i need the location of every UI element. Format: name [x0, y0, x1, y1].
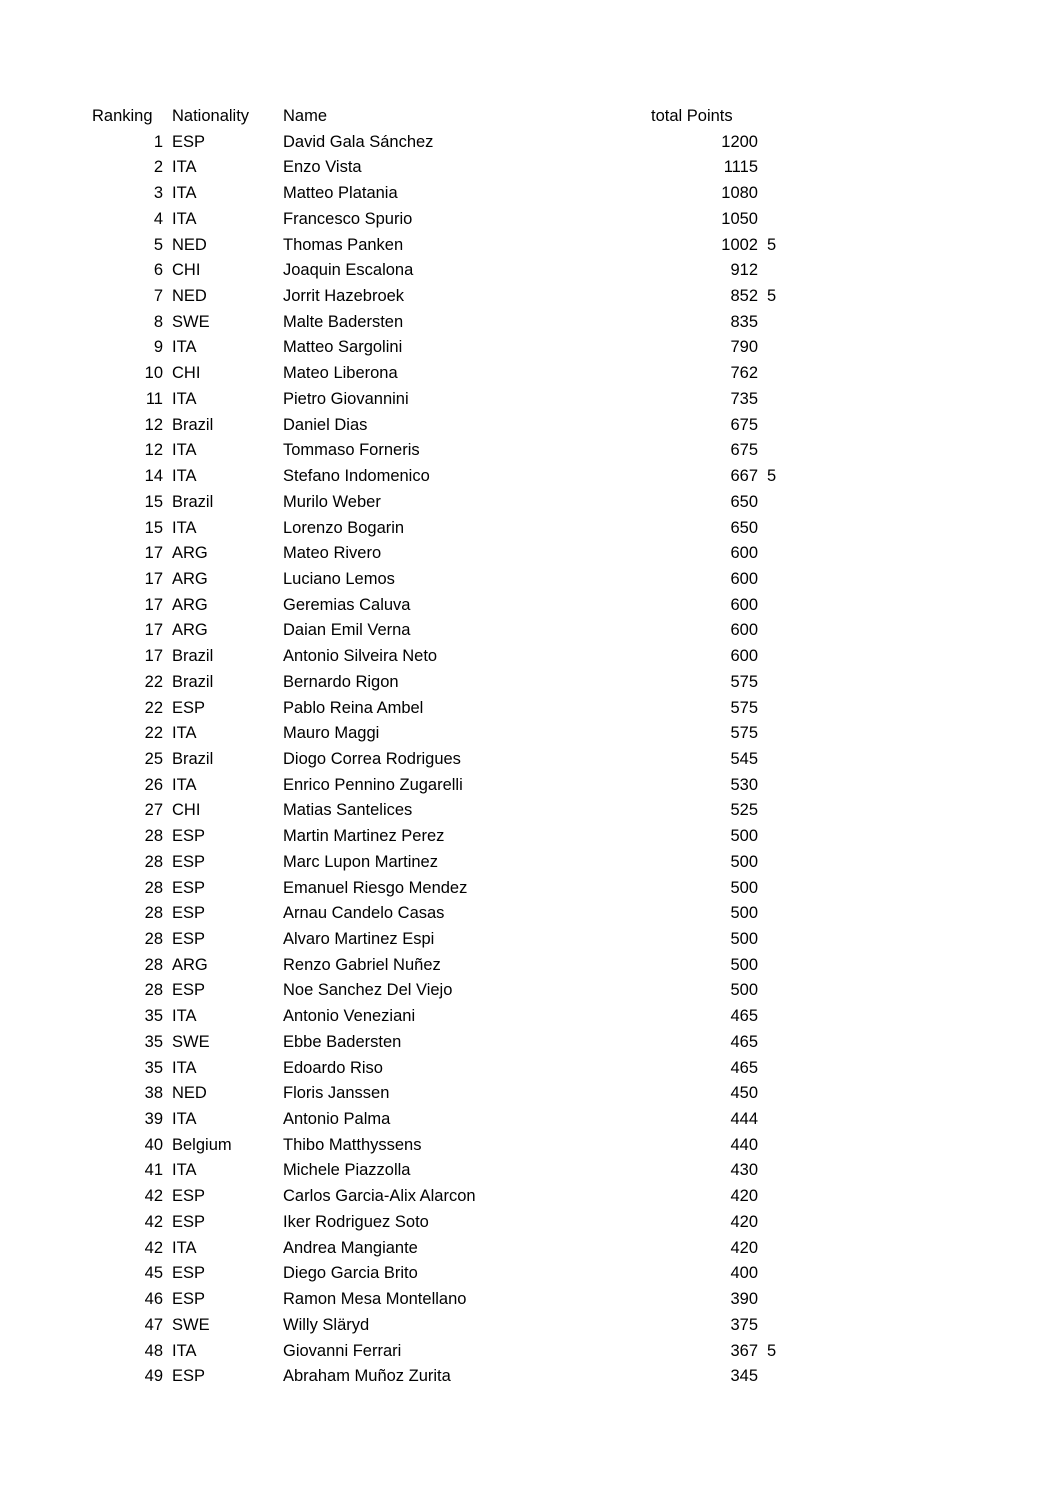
player-name-cell: David Gala Sánchez — [283, 132, 434, 151]
table-row — [0, 1004, 1058, 1030]
nationality-cell: Brazil — [172, 492, 214, 511]
table-row — [0, 953, 1058, 979]
rank-cell: 46 — [144, 1290, 163, 1309]
nationality-cell: ESP — [172, 827, 206, 846]
table-row — [0, 413, 1058, 439]
points-cell: 1200 — [721, 132, 758, 151]
rank-cell: 9 — [153, 338, 163, 357]
player-name-cell: Ramon Mesa Montellano — [283, 1290, 467, 1309]
rank-cell: 42 — [144, 1238, 163, 1257]
player-name-cell: Jorrit Hazebroek — [283, 287, 405, 306]
rank-cell: 7 — [153, 287, 163, 306]
rank-cell: 4 — [153, 209, 163, 228]
header-name: Name — [283, 107, 328, 125]
table-row — [0, 490, 1058, 516]
player-name-cell: Noe Sanchez Del Viejo — [283, 981, 453, 1000]
player-name-cell: Francesco Spurio — [283, 209, 413, 228]
nationality-cell: ITA — [172, 1007, 197, 1026]
table-row — [0, 876, 1058, 902]
nationality-cell: ITA — [172, 1238, 197, 1257]
nationality-cell: ITA — [172, 518, 197, 537]
points-cell: 500 — [730, 878, 758, 897]
points-cell: 420 — [730, 1238, 758, 1257]
nationality-cell: ARG — [172, 955, 208, 974]
player-name-cell: Pablo Reina Ambel — [283, 698, 424, 717]
rank-cell: 22 — [144, 672, 163, 691]
rank-cell: 28 — [144, 981, 163, 1000]
player-name-cell: Arnau Candelo Casas — [283, 904, 445, 923]
nationality-cell: Brazil — [172, 749, 214, 768]
player-name-cell: Diego Garcia Brito — [283, 1264, 418, 1283]
rank-cell: 6 — [153, 261, 163, 280]
player-name-cell: Bernardo Rigon — [283, 672, 399, 691]
points-cell: 675 — [730, 415, 758, 434]
nationality-cell: ITA — [172, 389, 197, 408]
points-cell: 367 — [730, 1341, 758, 1360]
points-cell: 667 — [730, 467, 758, 486]
rank-cell: 49 — [144, 1367, 163, 1386]
player-name-cell: Luciano Lemos — [283, 569, 395, 588]
nationality-cell: CHI — [172, 364, 201, 383]
rank-cell: 45 — [144, 1264, 163, 1283]
nationality-cell: ARG — [172, 595, 208, 614]
nationality-cell: ITA — [172, 441, 197, 460]
table-row — [0, 1030, 1058, 1056]
rank-cell: 26 — [144, 775, 163, 794]
table-row — [0, 901, 1058, 927]
table-row — [0, 233, 1058, 259]
rank-cell: 8 — [153, 312, 163, 331]
player-name-cell: Michele Piazzolla — [283, 1161, 411, 1180]
player-name-cell: Alvaro Martinez Espi — [283, 930, 435, 948]
points-cell: 650 — [730, 492, 758, 511]
player-name-cell: Geremias Caluva — [283, 595, 411, 614]
table-row — [0, 850, 1058, 876]
table-row — [0, 978, 1058, 1004]
points-cell: 762 — [730, 364, 758, 383]
points-cell: 420 — [730, 1187, 758, 1206]
points-cell: 912 — [730, 261, 758, 280]
points-cell: 440 — [730, 1135, 758, 1154]
player-name-cell: Thibo Matthyssens — [283, 1135, 422, 1154]
player-name-cell: Giovanni Ferrari — [283, 1341, 402, 1360]
table-row — [0, 927, 1058, 953]
points-cell: 500 — [730, 852, 758, 871]
rank-cell: 10 — [144, 364, 163, 383]
nationality-cell: ESP — [172, 1212, 206, 1231]
points-cell: 1080 — [721, 184, 758, 203]
ranking-table-body — [0, 130, 1058, 1390]
rank-cell: 47 — [144, 1315, 163, 1334]
table-row — [0, 593, 1058, 619]
player-name-cell: Matias Santelices — [283, 801, 413, 820]
table-row — [0, 670, 1058, 696]
rank-cell: 3 — [153, 184, 163, 203]
table-row — [0, 310, 1058, 336]
points-cell: 500 — [730, 904, 758, 923]
player-name-cell: Daian Emil Verna — [283, 621, 411, 640]
player-name-cell: Mateo Rivero — [283, 544, 382, 563]
player-name-cell: Lorenzo Bogarin — [283, 518, 405, 537]
table-row — [0, 696, 1058, 722]
player-name-cell: Antonio Veneziani — [283, 1007, 416, 1026]
table-row — [0, 824, 1058, 850]
table-row — [0, 1364, 1058, 1390]
nationality-cell: CHI — [172, 261, 201, 280]
table-row — [0, 1339, 1058, 1365]
table-row — [0, 747, 1058, 773]
points-cell: 575 — [730, 698, 758, 717]
points-cell: 575 — [730, 724, 758, 743]
nationality-cell: Brazil — [172, 672, 214, 691]
table-row — [0, 798, 1058, 824]
rank-cell: 1 — [153, 132, 163, 151]
nationality-cell: ESP — [172, 904, 206, 923]
nationality-cell: ITA — [172, 775, 197, 794]
table-row — [0, 721, 1058, 747]
table-row — [0, 387, 1058, 413]
nationality-cell: ARG — [172, 569, 208, 588]
nationality-cell: ITA — [172, 1341, 197, 1360]
rank-cell: 48 — [144, 1341, 163, 1360]
table-row — [0, 516, 1058, 542]
rank-cell: 17 — [144, 595, 163, 614]
nationality-cell: ESP — [172, 1367, 206, 1386]
nationality-cell: ARG — [172, 621, 208, 640]
table-row — [0, 1107, 1058, 1133]
table-row — [0, 438, 1058, 464]
table-row — [0, 130, 1058, 156]
nationality-cell: Brazil — [172, 415, 214, 434]
rank-cell: 38 — [144, 1084, 163, 1103]
nationality-cell: ITA — [172, 467, 197, 486]
points-cell: 852 — [730, 287, 758, 306]
table-row — [0, 1261, 1058, 1287]
points-cell: 345 — [730, 1367, 758, 1386]
player-name-cell: Renzo Gabriel Nuñez — [283, 955, 441, 974]
nationality-cell: SWE — [172, 1315, 210, 1334]
nationality-cell: ITA — [172, 209, 197, 228]
table-row — [0, 618, 1058, 644]
nationality-cell: NED — [172, 287, 207, 306]
rank-cell: 17 — [144, 621, 163, 640]
rank-cell: 35 — [144, 1058, 163, 1077]
table-row — [0, 1133, 1058, 1159]
table-row — [0, 567, 1058, 593]
rank-cell: 28 — [144, 904, 163, 923]
nationality-cell: Brazil — [172, 647, 214, 666]
player-name-cell: Carlos Garcia-Alix Alarcon — [283, 1187, 476, 1206]
rank-cell: 14 — [144, 467, 163, 486]
table-row — [0, 155, 1058, 181]
player-name-cell: Edoardo Riso — [283, 1058, 383, 1077]
nationality-cell: ESP — [172, 1187, 206, 1206]
player-name-cell: Enzo Vista — [283, 158, 362, 177]
points-half-cell: 5 — [767, 467, 777, 486]
points-cell: 375 — [730, 1315, 758, 1334]
rank-cell: 39 — [144, 1110, 163, 1129]
points-cell: 500 — [730, 955, 758, 974]
player-name-cell: Matteo Sargolini — [283, 338, 403, 357]
rank-cell: 22 — [144, 698, 163, 717]
points-cell: 500 — [730, 827, 758, 846]
rank-cell: 42 — [144, 1187, 163, 1206]
rank-cell: 2 — [153, 158, 163, 177]
nationality-cell: NED — [172, 1084, 207, 1103]
table-row — [0, 258, 1058, 284]
nationality-cell: ESP — [172, 878, 206, 897]
header-total-points: total Points — [651, 107, 733, 125]
player-name-cell: Enrico Pennino Zugarelli — [283, 775, 463, 794]
nationality-cell: ESP — [172, 930, 206, 948]
player-name-cell: Murilo Weber — [283, 492, 381, 511]
nationality-cell: ESP — [172, 132, 206, 151]
player-name-cell: Antonio Palma — [283, 1110, 391, 1129]
rank-cell: 5 — [153, 235, 163, 254]
points-cell: 400 — [730, 1264, 758, 1283]
points-cell: 420 — [730, 1212, 758, 1231]
table-row — [0, 1056, 1058, 1082]
nationality-cell: Belgium — [172, 1135, 232, 1154]
rank-cell: 35 — [144, 1007, 163, 1026]
points-half-cell: 5 — [767, 235, 777, 254]
nationality-cell: ESP — [172, 698, 206, 717]
table-row — [0, 361, 1058, 387]
nationality-cell: CHI — [172, 801, 201, 820]
points-cell: 545 — [730, 749, 758, 768]
player-name-cell: Willy Släryd — [283, 1315, 370, 1334]
nationality-cell: ITA — [172, 338, 197, 357]
player-name-cell: Stefano Indomenico — [283, 467, 430, 486]
points-cell: 600 — [730, 569, 758, 588]
points-cell: 790 — [730, 338, 758, 357]
rank-cell: 22 — [144, 724, 163, 743]
rank-cell: 40 — [144, 1135, 163, 1154]
table-row — [0, 1287, 1058, 1313]
player-name-cell: Emanuel Riesgo Mendez — [283, 878, 468, 897]
player-name-cell: Malte Badersten — [283, 312, 404, 331]
rank-cell: 35 — [144, 1032, 163, 1051]
player-name-cell: Diogo Correa Rodrigues — [283, 749, 461, 768]
player-name-cell: Marc Lupon Martinez — [283, 852, 438, 871]
player-name-cell: Iker Rodriguez Soto — [283, 1212, 429, 1231]
nationality-cell: ITA — [172, 184, 197, 203]
points-cell: 444 — [730, 1110, 758, 1129]
player-name-cell: Matteo Platania — [283, 184, 398, 203]
nationality-cell: ITA — [172, 1058, 197, 1077]
points-cell: 1115 — [723, 158, 758, 177]
player-name-cell: Joaquin Escalona — [283, 261, 414, 280]
points-cell: 390 — [730, 1290, 758, 1309]
player-name-cell: Floris Janssen — [283, 1084, 390, 1103]
table-row — [0, 644, 1058, 670]
points-cell: 450 — [730, 1084, 758, 1103]
table-row — [0, 1313, 1058, 1339]
points-cell: 1050 — [721, 209, 758, 228]
nationality-cell: ESP — [172, 1290, 206, 1309]
points-cell: 600 — [730, 595, 758, 614]
points-half-cell: 5 — [767, 1341, 777, 1360]
rank-cell: 28 — [144, 930, 163, 948]
rank-cell: 17 — [144, 647, 163, 666]
nationality-cell: ESP — [172, 981, 206, 1000]
ranking-table — [0, 104, 1058, 1390]
points-half-cell: 5 — [767, 287, 777, 306]
rank-cell: 17 — [144, 544, 163, 563]
nationality-cell: ARG — [172, 544, 208, 563]
player-name-cell: Abraham Muñoz Zurita — [283, 1367, 451, 1386]
rank-cell: 17 — [144, 569, 163, 588]
points-cell: 430 — [730, 1161, 758, 1180]
points-cell: 600 — [730, 544, 758, 563]
nationality-cell: ITA — [172, 158, 197, 177]
points-cell: 465 — [730, 1032, 758, 1051]
points-cell: 1002 — [721, 235, 758, 254]
nationality-cell: SWE — [172, 1032, 210, 1051]
nationality-cell: ITA — [172, 724, 197, 743]
player-name-cell: Mauro Maggi — [283, 724, 380, 743]
nationality-cell: NED — [172, 235, 207, 254]
table-header-row — [0, 104, 1058, 130]
rank-cell: 12 — [144, 441, 163, 460]
points-cell: 575 — [730, 672, 758, 691]
table-row — [0, 773, 1058, 799]
header-ranking: Ranking — [92, 107, 153, 125]
rank-cell: 15 — [144, 518, 163, 537]
rank-cell: 28 — [144, 878, 163, 897]
player-name-cell: Andrea Mangiante — [283, 1238, 418, 1257]
rank-cell: 25 — [144, 749, 163, 768]
nationality-cell: ITA — [172, 1110, 197, 1129]
player-name-cell: Mateo Liberona — [283, 364, 398, 383]
rank-cell: 27 — [144, 801, 163, 820]
points-cell: 735 — [730, 389, 758, 408]
rank-cell: 15 — [144, 492, 163, 511]
table-row — [0, 1158, 1058, 1184]
player-name-cell: Ebbe Badersten — [283, 1032, 402, 1051]
points-cell: 530 — [730, 775, 758, 794]
rank-cell: 28 — [144, 827, 163, 846]
player-name-cell: Martin Martinez Perez — [283, 827, 445, 846]
points-cell: 675 — [730, 441, 758, 460]
points-cell: 500 — [730, 930, 758, 948]
nationality-cell: ITA — [172, 1161, 197, 1180]
nationality-cell: ESP — [172, 1264, 206, 1283]
table-row — [0, 464, 1058, 490]
table-row — [0, 1236, 1058, 1262]
rank-cell: 28 — [144, 955, 163, 974]
player-name-cell: Daniel Dias — [283, 415, 368, 434]
points-cell: 835 — [730, 312, 758, 331]
rank-cell: 11 — [145, 389, 163, 408]
rank-cell: 42 — [144, 1212, 163, 1231]
points-cell: 465 — [730, 1058, 758, 1077]
player-name-cell: Thomas Panken — [283, 235, 404, 254]
table-row — [0, 1081, 1058, 1107]
table-row — [0, 335, 1058, 361]
table-row — [0, 1210, 1058, 1236]
points-cell: 500 — [730, 981, 758, 1000]
player-name-cell: Antonio Silveira Neto — [283, 647, 438, 666]
rank-cell: 41 — [144, 1161, 163, 1180]
player-name-cell: Tommaso Forneris — [283, 441, 420, 460]
nationality-cell: ESP — [172, 852, 206, 871]
header-nationality: Nationality — [172, 107, 250, 125]
rank-cell: 28 — [144, 852, 163, 871]
points-cell: 525 — [730, 801, 758, 820]
table-row — [0, 181, 1058, 207]
rank-cell: 12 — [144, 415, 163, 434]
table-row — [0, 207, 1058, 233]
nationality-cell: SWE — [172, 312, 210, 331]
table-row — [0, 541, 1058, 567]
points-cell: 465 — [730, 1007, 758, 1026]
points-cell: 650 — [730, 518, 758, 537]
table-row — [0, 1184, 1058, 1210]
table-row — [0, 284, 1058, 310]
points-cell: 600 — [730, 621, 758, 640]
points-cell: 600 — [730, 647, 758, 666]
player-name-cell: Pietro Giovannini — [283, 389, 409, 408]
